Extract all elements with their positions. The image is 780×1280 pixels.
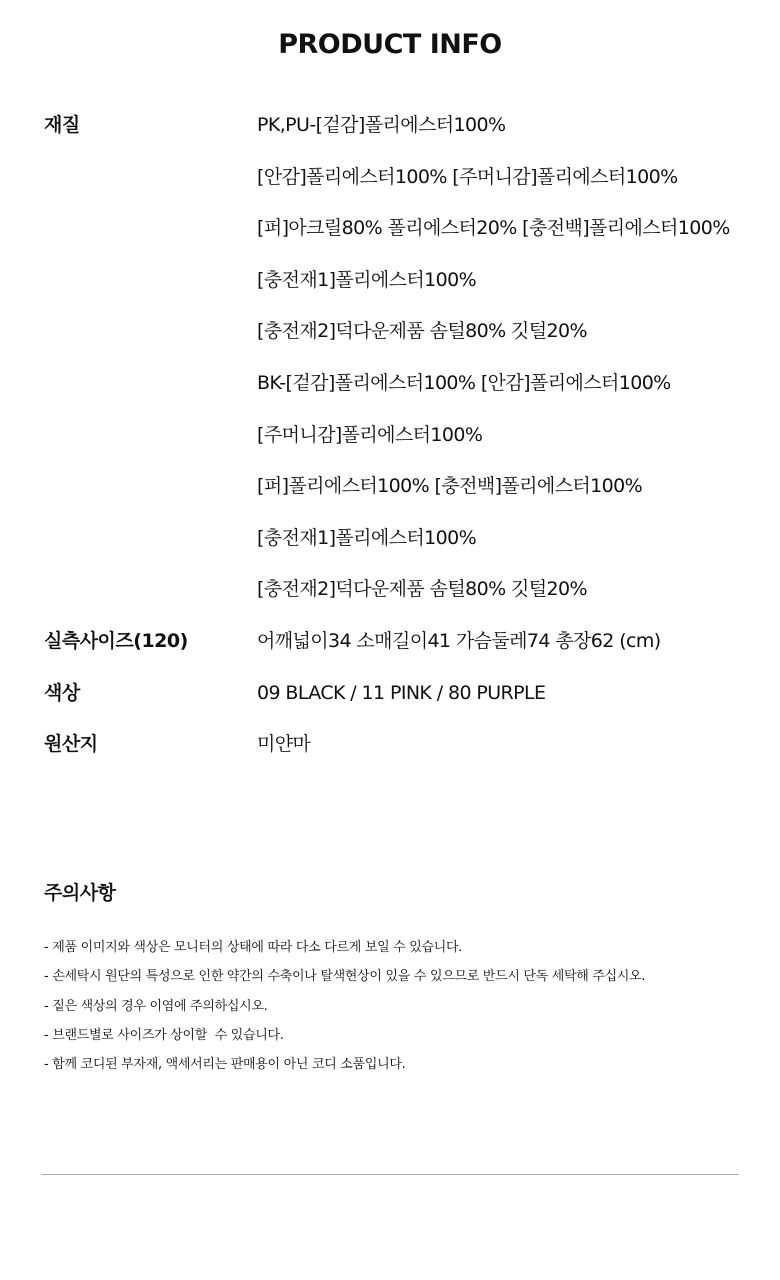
color-values [257,668,774,720]
info-row-size [44,616,774,668]
notice-item: - 브랜드별로 사이즈가 상이할 수 있습니다. [44,1027,284,1043]
notice-item: - 제품 이미지와 색상은 모니터의 상태에 따라 다소 다르게 보일 수 있습니다. [44,940,463,955]
material-value: [충전재2]덕다운제품 솜털80% 깃털20% [257,320,587,343]
info-row-color [44,668,774,720]
material-value: BK-[겉감]폴리에스터100% [안감]폴리에스터100% [257,371,671,394]
page-title: PRODUCT INFO [278,29,502,61]
info-row-origin [44,719,774,771]
origin-label: 원산지 [44,733,98,756]
notice-item: - 함께 코디된 부자재, 액세서리는 판매용이 아닌 코디 소품입니다. [44,1057,406,1073]
notice-item: - 짙은 색상의 경우 이염에 주의하십시오. [44,998,268,1014]
notice-title: 주의사항 [44,882,116,904]
origin-values [257,719,774,771]
size-label: 실측사이즈(120) [44,629,188,652]
notice-item: - 손세탁시 원단의 특성으로 인한 약간의 수축이나 탈색현상이 있을 수 있으므로 반드시 단독 세탁해 주십시오. [44,969,646,985]
material-value: PK,PU-[겉감]폴리에스터100% [257,114,506,136]
material-values [257,100,774,616]
size-values [257,616,774,668]
product-info-table [44,100,774,771]
material-value: [안감]폴리에스터100% [주머니감]폴리에스터100% [257,165,678,188]
color-value: 09 BLACK / 11 PINK / 80 PURPLE [257,681,546,704]
divider [42,1174,739,1175]
notice-list [44,933,645,1079]
material-value: [충전재2]덕다운제품 솜털80% 깃털20% [257,578,587,601]
info-row-material [44,100,774,616]
material-value: [충전재1]폴리에스터100% [257,526,477,549]
material-value: [주머니감]폴리에스터100% [257,423,483,446]
origin-value: 미얀마 [257,733,311,756]
material-label: 재질 [44,114,80,136]
material-value: [퍼]아크릴80% 폴리에스터20% [충전백]폴리에스터100% [257,217,730,240]
size-value: 어깨넓이34 소매길이41 가슴둘레74 총장62 (cm) [257,629,661,652]
color-label: 색상 [44,681,80,704]
material-value: [충전재1]폴리에스터100% [257,268,477,291]
material-value: [퍼]폴리에스터100% [충전백]폴리에스터100% [257,475,643,498]
